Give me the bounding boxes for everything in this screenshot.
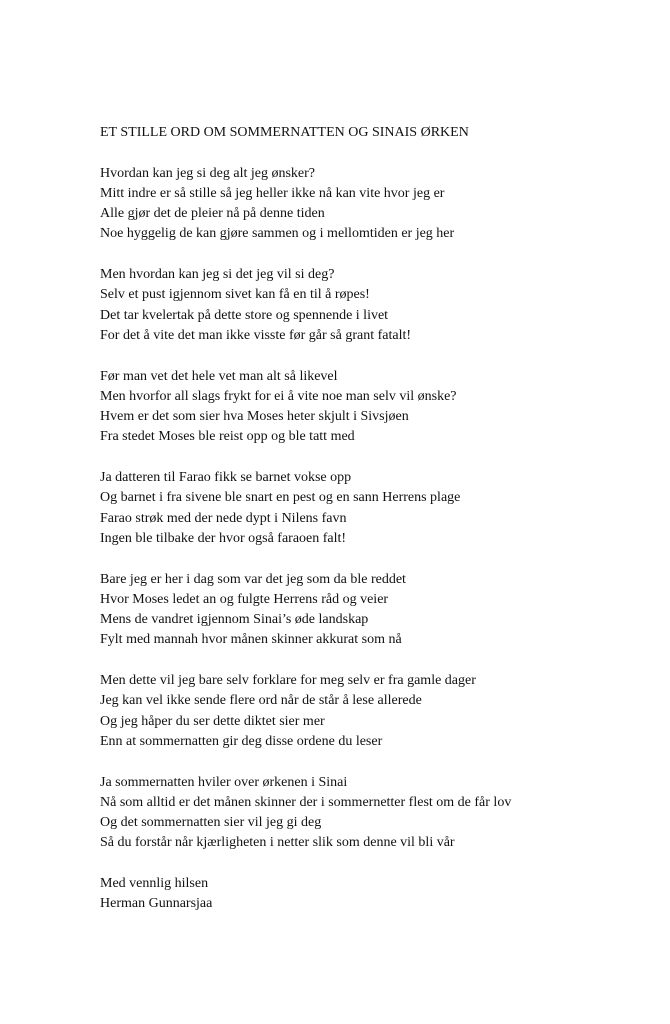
stanza-gap [100,549,640,569]
poem-line: Selv et pust igjennom sivet kan få en til å røpes! [100,287,370,303]
poem-line: Ja datteren til Farao fikk se barnet vokse opp [100,470,352,486]
stanza-7 [100,773,640,854]
stanza-2 [100,265,640,346]
poem-line: Det tar kvelertak på dette store og spennende i livet [100,307,389,323]
poem-line: Men dette vil jeg bare selv forklare for meg selv er fra gamle dager [100,673,476,689]
stanza-gap [100,346,640,366]
stanza-4 [100,468,640,549]
stanza-gap [100,752,640,772]
poem-line: Så du forstår når kjærligheten i netter slik som denne vil bli vår [100,835,455,851]
poem-line: Enn at sommernatten gir deg disse ordene du leser [100,733,383,749]
stanza-gap [100,854,640,874]
poem-line: Mens de vandret igjennom Sinai’s øde landskap [100,612,369,628]
poem-line: Bare jeg er her i dag som var det jeg som da ble reddet [100,571,406,587]
poem-line: Og det sommernatten sier vil jeg gi deg [100,815,322,831]
poem-line: Ja sommernatten hviler over ørkenen i Sinai [100,774,348,790]
poem-line: Ingen ble tilbake der hvor også faraoen falt! [100,530,347,546]
stanza-gap [100,245,640,265]
stanza-gap [100,651,640,671]
poem-line: Hvor Moses ledet an og fulgte Herrens råd og veier [100,591,389,607]
poem-line: Hvordan kan jeg si deg alt jeg ønsker? [100,165,315,181]
stanza-gap [100,448,640,468]
poem-line: Hvem er det som sier hva Moses heter skjult i Sivsjøen [100,409,409,425]
stanza-6 [100,671,640,752]
poem-line: Fylt med mannah hvor månen skinner akkurat som nå [100,632,402,648]
stanza-5 [100,570,640,651]
poem-line: Men hvordan kan jeg si det jeg vil si deg? [100,267,335,283]
document-page [100,123,640,915]
signature-block [100,874,640,915]
poem-line: Og barnet i fra sivene ble snart en pest og en sann Herrens plage [100,490,461,506]
stanza-1 [100,164,640,245]
poem-line: Men hvorfor all slags frykt for ei å vite noe man selv vil ønske? [100,388,457,404]
author-name: Herman Gunnarsjaa [100,896,213,912]
poem-line: Alle gjør det de pleier nå på denne tiden [100,206,325,222]
poem-line: For det å vite det man ikke visste før går så grant fatalt! [100,327,412,343]
poem-line: Jeg kan vel ikke sende flere ord når de står å lese allerede [100,693,422,709]
poem-line: Farao strøk med der nede dypt i Nilens favn [100,510,347,526]
poem-line: Før man vet det hele vet man alt så likevel [100,368,338,384]
poem-line: Mitt indre er så stille så jeg heller ikke nå kan vite hvor jeg er [100,185,445,201]
poem-line: Fra stedet Moses ble reist opp og ble tatt med [100,429,355,445]
poem-line: Nå som alltid er det månen skinner der i sommernetter flest om de får lov [100,794,512,810]
poem-line: Og jeg håper du ser dette diktet sier mer [100,713,325,729]
closing-greeting: Med vennlig hilsen [100,875,209,891]
stanza-3 [100,367,640,448]
poem-title: ET STILLE ORD OM SOMMERNATTEN OG SINAIS ØRKEN [100,125,469,140]
stanza-gap [100,143,640,163]
poem-line: Noe hyggelig de kan gjøre sammen og i mellomtiden er jeg her [100,226,455,242]
